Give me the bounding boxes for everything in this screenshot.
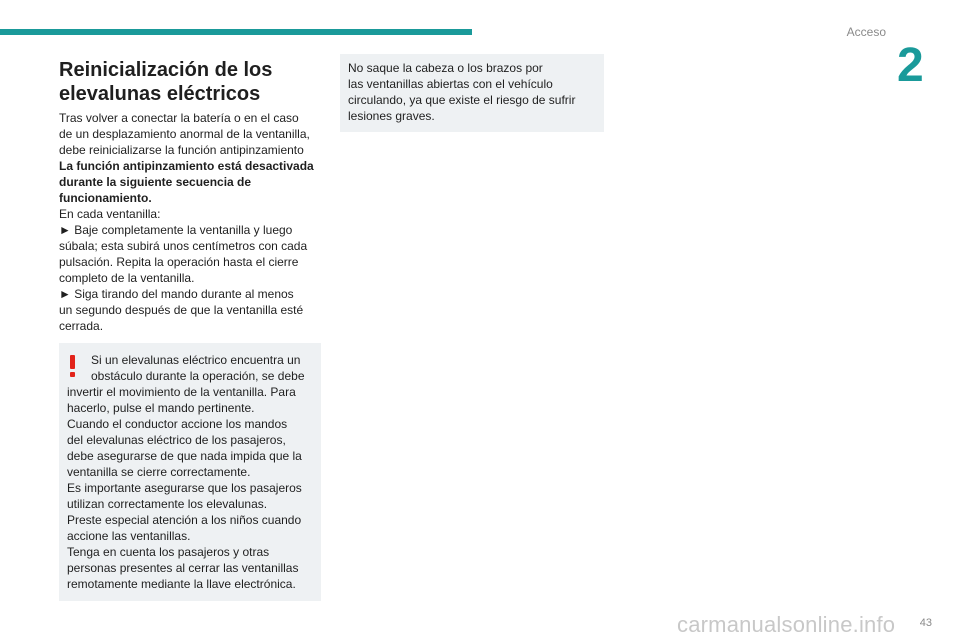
page-number: 43 [919,617,932,629]
watermark: carmanualsonline.info [677,612,896,637]
note-box [340,54,604,132]
text-line: completo de la ventanilla. [59,271,195,285]
header-accent-bar [0,29,472,35]
title-line: elevalunas eléctricos [59,83,261,105]
text-line: Cuando el conductor accione los mandos [67,417,288,431]
text-line: Tenga en cuenta los pasajeros y otras [67,545,270,559]
text-line: de un desplazamiento anormal de la ventanilla, [59,127,310,141]
text-line: accione las ventanillas. [67,529,191,543]
text-line: ventanilla se cierre correctamente. [67,465,251,479]
title-line: Reinicialización de los [59,59,273,81]
text-line: remotamente mediante la llave electrónica. [67,577,296,591]
text-line: las ventanillas abiertas con el vehículo [348,77,553,91]
bold-notice [59,158,321,206]
left-column [59,58,321,601]
steps-paragraph [59,206,321,334]
text-line: Preste especial atención a los niños cuando [67,513,302,527]
text-line: ► Baje completamente la ventanilla y luego [59,223,293,237]
text-line: pulsación. Repita la operación hasta el cierre [59,255,299,269]
text-line: La función antipinzamiento está desactivada [59,159,314,173]
text-line: durante la siguiente secuencia de [59,175,252,189]
exclamation-icon [69,355,77,377]
section-label: Acceso [846,25,886,39]
text-line: circulando, ya que existe el riesgo de sufrir [348,93,576,107]
warning-body [67,384,311,592]
warning-lead [67,352,311,384]
text-line: ► Siga tirando del mando durante al menos [59,287,294,301]
text-line: hacerlo, pulse el mando pertinente. [67,401,255,415]
text-line: debe asegurarse de que nada impida que la [67,449,302,463]
text-line: Si un elevalunas eléctrico encuentra un [91,353,301,367]
text-line: personas presentes al cerrar las ventanillas [67,561,299,575]
text-line: invertir el movimiento de la ventanilla. Para [67,385,296,399]
text-line: obstáculo durante la operación, se debe [91,369,305,383]
text-line: utilizan correctamente los elevalunas. [67,497,268,511]
text-line: un segundo después de que la ventanilla esté [59,303,304,317]
text-line: funcionamiento. [59,191,152,205]
text-line: lesiones graves. [348,109,435,123]
right-column [340,54,604,132]
text-line: cerrada. [59,319,104,333]
text-line: del elevalunas eléctrico de los pasajeros, [67,433,286,447]
section-title [59,58,321,106]
intro-paragraph [59,110,321,158]
warning-box [59,343,321,601]
text-line: súbala; esta subirá unos centímetros con cada [59,239,308,253]
text-line: debe reinicializarse la función antipinzamiento [59,143,304,157]
text-line: Es importante asegurarse que los pasajeros [67,481,302,495]
text-line: No saque la cabeza o los brazos por [348,61,543,75]
text-line: Tras volver a conectar la batería o en el caso [59,111,299,125]
text-line: En cada ventanilla: [59,207,161,221]
chapter-number: 2 [897,39,924,92]
